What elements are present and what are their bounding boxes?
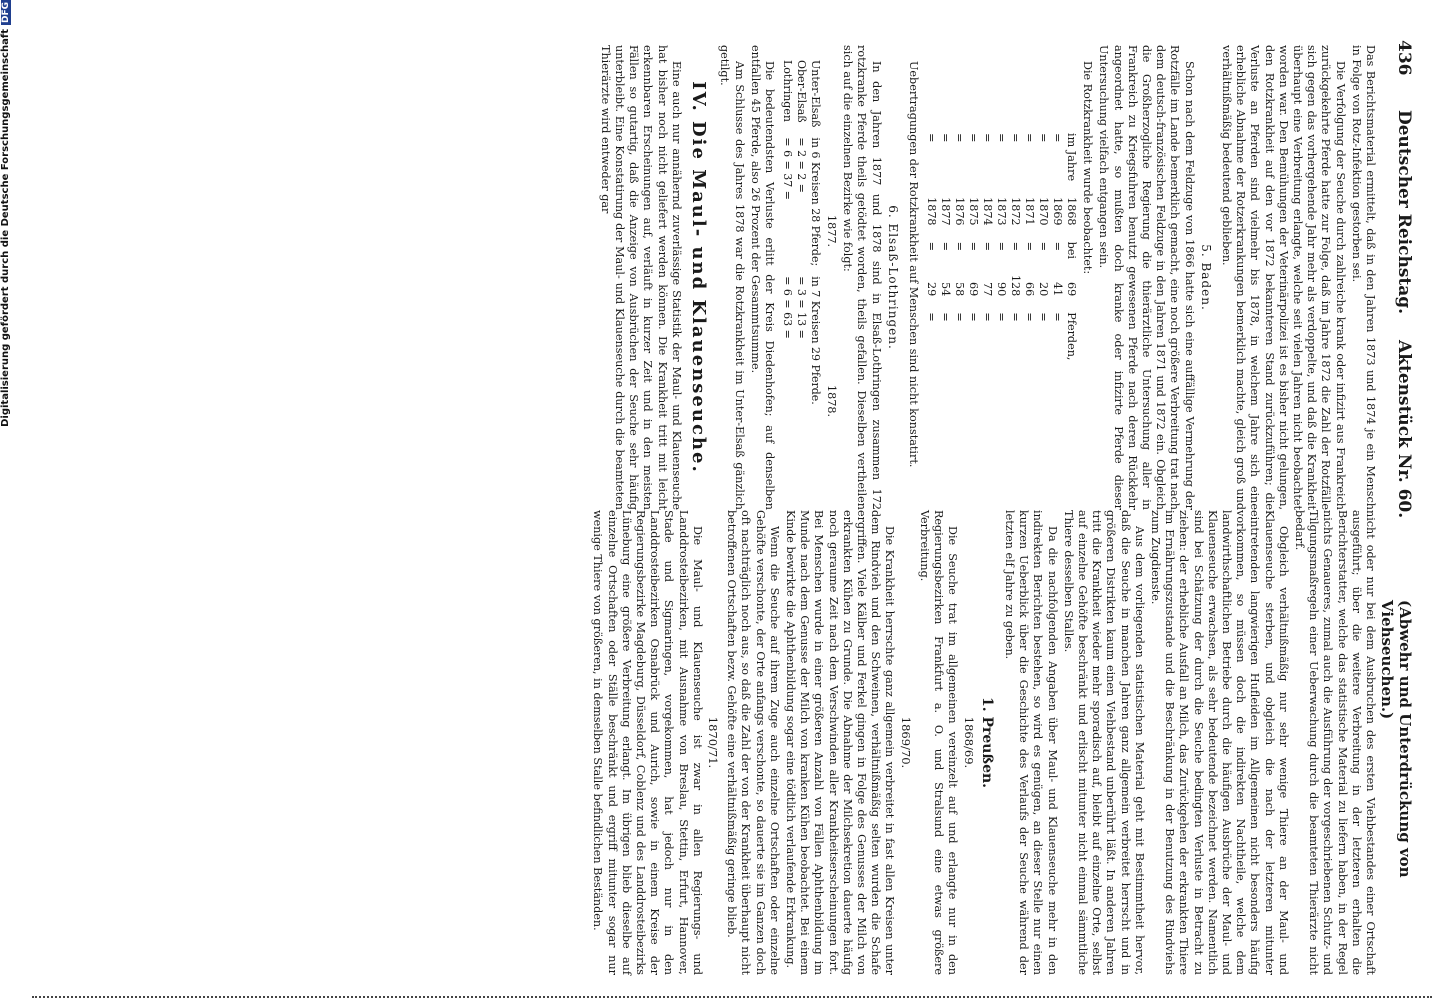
table-cell-pre: = <box>924 241 938 251</box>
table-cell-num: 54 <box>938 282 952 297</box>
table-cell-lead: = <box>1008 133 1022 143</box>
table-cell-num: 90 <box>994 282 1008 297</box>
year-heading: 1868/69. <box>961 716 976 769</box>
table-cell-year: 1877 <box>938 197 952 226</box>
paragraph: Die Maul- und Klauenseuche ist zwar in allen Regierungs- und Landdrosteibezirken, mit Ausnahme von Breslau, Stettin, Erfurt, Hannover, Stade und Sigmaringen, vorgekommen, hat jedoch nur in den Landdrosteibezirken Osnabrück und Aurich, sowie in einem Kreise der Regierungsbezirke Magdeburg, Düsseldorf, Coblenz und des Landdrosteibezirks Lüneburg eine größere Verbreitung erlangt. Im übrigen blieb dieselbe auf einzelne Ortschaften oder Ställe beschränkt und ergriff mitunter sogar nur wenige Thiere von größeren, in demselben Stalle befindlichen Beständen. <box>591 510 704 975</box>
paragraph: Obgleich verhältnißmäßig nur sehr wenige Thiere an der Maul- und Klauenseuche sterben, und obgleich die nach der letzteren mitunter eintretenden langwierigen Hufleiden im Allgemeinen nicht besonders häufig vorkommen, so müssen doch die indirekten Nachtheile, welche dem landwirthschaftlichen Betriebe durch die häufigen Ausbrüche der Maul- und Klauenseuche erwachsen, als sehr bedeutende bezeichnet werden. Namentlich sind bei Schätzung der durch die Seuche bedingten Verluste in Betracht zu ziehen: der erhebliche Ausfall an Milch, das Zurückgehen der erkrankten Thiere im Ernährungszustande und die Beschränkung in der Benutzung des Rindviehs zum Zugdienste. <box>1148 510 1290 975</box>
table-cell-lead: im Jahre <box>1064 133 1078 182</box>
table-cell-year: 1869 <box>1050 197 1064 226</box>
table-cell-year: 1876 <box>952 197 966 226</box>
table-cell-a: = 2 = 2 = <box>794 137 808 193</box>
paragraph: Aus dem vorliegenden statistischen Material geht mit Bestimmtheit hervor, daß die Seuche in manchen Jahren ganz allgemein verbreitet herrscht und in größeren Distrikten kaum einen Viehbestand unberührt läßt. In anderen Jahren tritt die Krankheit wieder mehr sporadisch auf, bleibt auf einzelne Orte, selbst auf einzelne Gehöfte beschränkt und erlischt mitunter nicht einmal sämmtliche Thiere desselben Stalles. <box>1061 510 1146 975</box>
table-cell-lead: = <box>1022 133 1036 143</box>
document-subject: (Abwehr und Unterdrückung von Viehseuchen.) <box>1378 600 1414 878</box>
table-row <box>938 125 952 368</box>
table-cell-unit: = <box>1050 312 1064 322</box>
dfg-logo: DFG <box>1 2 11 24</box>
year-header-row <box>824 45 838 510</box>
table-cell-a: = 6 = 37 = <box>780 137 794 200</box>
table-cell-num: 20 <box>1036 282 1050 297</box>
table-cell-year: 1873 <box>994 197 1008 226</box>
paragraph: nicht oder nur bei dem Ausbruchen des ersten Viehbestandes einer Ortschaft ausgeführt; über die weitere Verbreitung in der letzteren erhalten die Berichterstatter, welche das statistische Material zu liefern haben, in der Regel nichts Genaueres, zumal auch die Ausführung der vorgeschriebenen Schutz- und Tilgungsmaßregeln einer Ueberwachung durch die beamteten Thierärzte nicht bedarf. <box>1292 510 1377 975</box>
table-cell-lead: = <box>966 133 980 143</box>
right-column <box>588 510 1377 975</box>
table-row <box>924 125 938 368</box>
table-cell-pre: = <box>1008 241 1022 251</box>
table-cell-pre: = <box>980 241 994 251</box>
section-heading-preussen: 1. Preußen. <box>978 696 995 789</box>
table-cell-num: 69 <box>966 282 980 297</box>
year-1878: 1878. <box>824 385 838 418</box>
table-row <box>1036 125 1050 368</box>
left-column <box>596 45 1377 510</box>
year-heading: 1869/70. <box>898 716 913 769</box>
table-cell-year: 1878 <box>924 197 938 226</box>
table-cell-year: 1871 <box>1022 197 1036 226</box>
table-cell-unit: = <box>924 312 938 322</box>
table-row <box>1050 125 1064 368</box>
table-cell-year: 1872 <box>1008 197 1022 226</box>
digitization-footer <box>0 0 14 1000</box>
table-cell-num: 69 <box>1064 282 1078 297</box>
table-cell-num: 77 <box>980 282 994 297</box>
table-cell-region: Unter-Elsaß <box>808 60 822 128</box>
paragraph: Das Berichtsmaterial ermittelt, daß in den Jahren 1873 und 1874 je ein Mensch in Folge von Rotz-Infektion gestorben sei. <box>1349 45 1377 510</box>
table-cell-region: Lothringen <box>780 60 794 122</box>
table-cell-unit: = <box>1036 312 1050 322</box>
table-cell-region: Ober-Elsaß <box>794 60 808 123</box>
paragraph: Wenn die Seuche auf ihrem Zuge auch einzelne Ortschaften oder einzelne Gehöfte verschonte, der Orte anfangs verschonte, so dauerte sie im Ganzen doch oft nachträglich noch aus, so daß die Zahl der von der Krankheit überhaupt nicht betroffenen Ortschaften bezw. Gehöfte eine verhältnißmäßig geringe blieb. <box>725 510 781 975</box>
table-cell-pre: = <box>994 241 1008 251</box>
table-cell-lead: = <box>994 133 1008 143</box>
table-cell-num: 58 <box>952 282 966 297</box>
table-row <box>980 125 994 368</box>
table-cell-lead: = <box>924 133 938 143</box>
table-row <box>1064 125 1078 368</box>
table-row <box>966 125 980 368</box>
table-cell-pre: = <box>1022 241 1036 251</box>
table-cell-num: 41 <box>1050 282 1064 297</box>
table-cell-lead: = <box>1036 133 1050 143</box>
district-table <box>780 55 822 410</box>
paragraph: Die Krankheit herrschte ganz allgemein verbreitet in fast allen Kreisen unter dem Rindvieh und den Schweinen, verhältnißmäßig selten wurden die Schafe ergriffen. Viele Kälber und Ferkel gingen in Folge des Genusses der Milch von erkrankten Kühen zu Grunde. Die Abnahme der Milchsekretion dauerte häufig noch geraume Zeit nach dem Verschwinden aller Krankheitserscheinungen fort. Bei Menschen wurde in einer größeren Anzahl von Fällen Aphthenbildung im Munde nach dem Genusse der Milch von kranken Kühen beobachtet. Bei einem Kinde bewirkte die Aphthenbildung sogar eine tödtlich verlaufende Erkrankung. <box>784 510 897 975</box>
chapter-heading-iv: IV. Die Maul- und Klauenseuche. <box>688 81 710 474</box>
table-row <box>1008 125 1022 368</box>
document-number: Aktenstück Nr. 60. <box>1394 340 1414 519</box>
table-row <box>952 125 966 368</box>
table-cell-num: 66 <box>1022 282 1036 297</box>
page-edge-divider <box>32 996 1432 1001</box>
paragraph: Uebertragungen der Rotzkrankheit auf Menschen sind nicht konstatirt. <box>906 61 920 468</box>
table-cell-num: 128 <box>1008 274 1022 297</box>
table-cell-pre: bei <box>1064 241 1078 259</box>
paragraph: In den Jahren 1877 und 1878 sind in Elsaß-Lothringen zusammen 172 rotzkranke Pferde theils getödtet worden, theils gefallen. Dieselben vertheilen sich auf die einzelnen Bezirke wie folgt: <box>841 45 883 510</box>
table-cell-num: 29 <box>924 282 938 297</box>
paragraph: Die bedeutendsten Verluste erlitt der Kreis Diedenhofen; auf denselben entfallen 45 Pferde, also 26 Prozent der Gesammtsumme. <box>748 45 776 510</box>
table-cell-pre: = <box>1050 241 1064 251</box>
table-cell-unit: = <box>1008 312 1022 322</box>
paragraph: Die Verfolgung der Seuche durch zahlreiche krank oder infizirt aus Frankreich zurückgekehrte Pferde hatte zur Folge, daß im Jahre 1872 die Zahl der Rotzfälle sich gegen das vorhergehende Jahr mehr als verdoppelte, und daß die Krankheit überhaupt eine Verbreitung erlangte, welche seit vielen Jahren nicht beobachtet worden war. Den Bemühungen der Veterinärpolizei ist es bisher nicht gelungen, den Rotzkrankheit auf den vor 1872 bekannteren Stand zurückzuführen; die Verluste an Pferden sind vielmehr bis 1878, in welchem Jahre sich eine erhebliche Abnahme der Rotzerkrankungen bemerklich machte, gleich groß und verhältnißmäßig bedeutend geblieben. <box>1219 45 1347 510</box>
year-1877: 1877. <box>824 215 838 248</box>
paragraph: Schon nach dem Feldzuge von 1866 hatte sich eine auffällige Vermehrung der Rotzfälle im Lande bemerklich gemacht, eine noch größere Verbreitung trat nach dem deutsch-französischen Feldzuge in den Jahren 1871 und 1872 ein. Obgleich die Großherzogliche Regierung die thierärztliche Untersuchung aller in Frankreich zu Kriegsfuhren benutzt gewesenen Pferde nach deren Rückkehr angeordnet hatte, so mußten doch kranke oder infizirte Pferde dieser Untersuchung vielfach entgangen sein. <box>1097 45 1196 510</box>
table-cell-a: in 6 Kreisen 28 Pferde; <box>808 137 822 267</box>
table-row <box>794 55 808 410</box>
table-cell-b: = 3 = 13 = <box>794 276 808 339</box>
table-cell-unit: Pferden, <box>1064 312 1078 361</box>
table-cell-lead: = <box>980 133 994 143</box>
table-cell-b: in 7 Kreisen 29 Pferde. <box>808 276 822 405</box>
section-heading-baden: 5. Baden. <box>1198 244 1213 311</box>
table-cell-year: 1875 <box>966 197 980 226</box>
publication-title: Deutscher Reichstag. <box>1394 110 1414 315</box>
table-cell-unit: = <box>1022 312 1036 322</box>
table-row <box>780 55 794 410</box>
rotz-cases-table <box>924 125 1078 368</box>
table-cell-b: = 6 = 63 = <box>780 276 794 339</box>
paragraph: Die Seuche trat im allgemeinen vereinzelt auf und erlangte nur in den Regierungsbezirken Frankfurt a. O. und Stralsund eine etwas größere Verbreitung. <box>917 510 960 975</box>
table-cell-unit: = <box>966 312 980 322</box>
table-row <box>994 125 1008 368</box>
table-cell-lead: = <box>938 133 952 143</box>
table-cell-lead: = <box>952 133 966 143</box>
table-cell-year: 1868 <box>1064 197 1078 226</box>
section-heading-elsass: 6. Elsaß-Lothringen. <box>885 205 900 350</box>
digitization-note: Digitalisierung gefördert durch die Deutsche Forschungsgemeinschaft <box>0 29 11 427</box>
table-cell-pre: = <box>966 241 980 251</box>
table-cell-unit: = <box>980 312 994 322</box>
running-header <box>1378 40 1414 960</box>
paragraph: Eine auch nur annähernd zuverlässige Statistik der Maul- und Klauenseuche hat bisher noch nicht geliefert werden können. Die Krankheit tritt mit leicht erkennbaren Erscheinungen auf, verläuft in kurzer Zeit und in den meisten Fällen so gutartig, daß die Anzeige von Ausbrüchen der Seuche sehr häufig unterbleibt. Eine Konstatirung der Maul- und Klauenseuche durch die beamteten Thierärzte wird entweder gar <box>598 45 683 510</box>
table-cell-unit: = <box>938 312 952 322</box>
paragraph: Da die nachfolgenden Angaben über Maul- und Klauenseuche mehr in den indirekten Berichten bestehen, so wird es genügen, an dieser Stelle nur einen kurzen Ueberblick über die Geschichte des Verlaufs der Seuche während der letzten elf Jahre zu geben. <box>1002 510 1059 975</box>
table-cell-unit: = <box>952 312 966 322</box>
table-cell-pre: = <box>952 241 966 251</box>
page-number: 436 <box>1394 40 1414 76</box>
table-row <box>1022 125 1036 368</box>
table-cell-year: 1874 <box>980 197 994 226</box>
table-cell-pre: = <box>938 241 952 251</box>
year-heading: 1870/71. <box>706 716 721 769</box>
table-cell-lead: = <box>1050 133 1064 143</box>
table-cell-year: 1870 <box>1036 197 1050 226</box>
table-cell-unit: = <box>994 312 1008 322</box>
table-row <box>808 55 822 410</box>
paragraph: Die Rotzkrankheit wurde beobachtet: <box>1081 61 1095 275</box>
table-cell-pre: = <box>1036 241 1050 251</box>
paragraph: Am Schlusse des Jahres 1878 war die Rotzkrankheit im Unter-Elsaß gänzlich getilgt. <box>718 45 746 510</box>
